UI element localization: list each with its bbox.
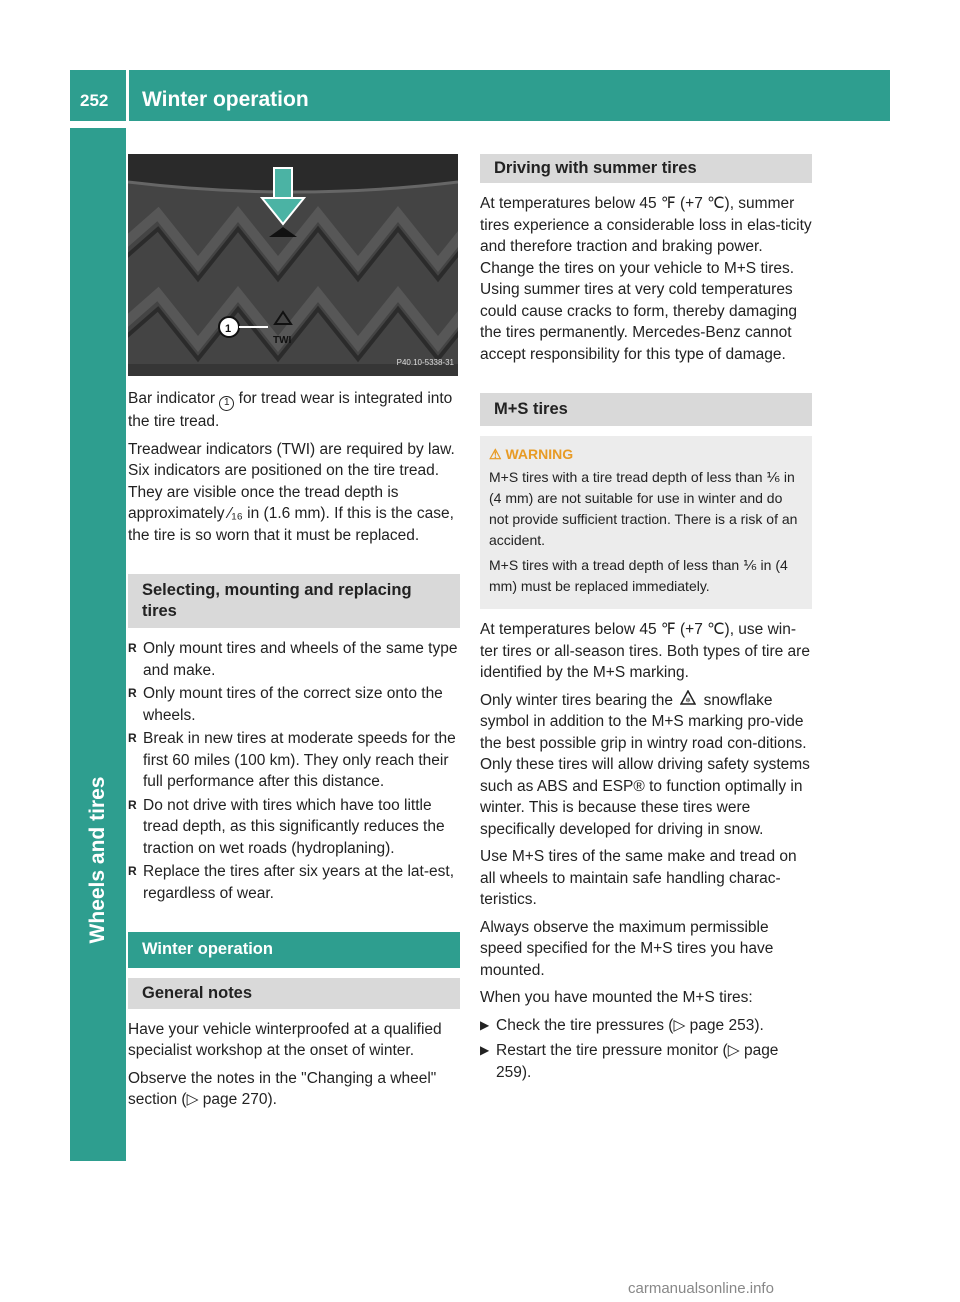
list-item: R Replace the tires after six years at the lat-est, regardless of wear. xyxy=(128,861,460,904)
section-heading-general: General notes xyxy=(128,978,460,1009)
snowflake-mountain-icon xyxy=(677,690,699,712)
changing-wheel-paragraph: Observe the notes in the "Changing a wheel" section (▷ page 270). xyxy=(128,1069,437,1108)
text-fragment: Bar indicator xyxy=(128,390,220,407)
header-divider xyxy=(126,70,129,121)
bar-indicator-paragraph xyxy=(128,388,460,433)
tire-rules-list xyxy=(128,638,460,904)
list-item: R Do not drive with tires which have too little tread depth, as this significantly reduces the traction on wet roads (hydroplaning). xyxy=(128,795,460,860)
step-item: ▶ Restart the tire pressure monitor (▷ page 259). xyxy=(480,1040,812,1083)
side-tab xyxy=(70,128,126,1161)
warning-text-2: M+S tires with a tread depth of less than ⅙ in (4 mm) must be replaced immediately. xyxy=(489,557,788,594)
callout-number: 1 xyxy=(225,323,232,335)
warning-box xyxy=(480,436,812,609)
max-speed-paragraph: Always observe the maximum permissible speed specified for the M+S tires you have mounted. xyxy=(480,918,774,979)
right-column xyxy=(480,154,812,1087)
after-mount-paragraph: When you have mounted the M+S tires: xyxy=(480,989,753,1006)
svg-text:❄: ❄ xyxy=(685,697,692,704)
callout-1-icon: 1 xyxy=(219,396,234,411)
twi-paragraph: Treadwear indicators (TWI) are required by law. Six indicators are positioned on the tire tread. They are visible once the tread depth is approximately ⁄₁₆ in (1.6 mm). If this is the case, the tire is so worn that it must be replaced. xyxy=(128,440,455,544)
section-heading-selecting: Selecting, mounting and replacing tires xyxy=(128,574,460,628)
summer-paragraph: At temperatures below 45 ℉ (+7 ℃), summer tires experience a considerable loss in elas-ticity and therefore traction and braking power. Change the tires on your vehicle to M+S tires. Using summer tires at very cold temperatures could cause cracks to form, thereby damaging the tires permanently. Mercedes-Benz cannot accept responsibility for this type of damage. xyxy=(480,195,812,363)
list-item: R Break in new tires at moderate speeds for the first 60 miles (100 km). They only reach their full performance after this distance. xyxy=(128,728,460,793)
same-make-paragraph: Use M+S tires of the same make and tread on all wheels to maintain safe handling charac-teristics. xyxy=(480,848,797,908)
text-fragment: snowflake symbol in addition to the M+S marking pro-vide the best possible grip in wintry road con-ditions. Only these tires will allow driving safety systems such as ABS and ESP® to function optimally in winter. This is because these tires were specifically developed for driving in snow. xyxy=(480,691,810,838)
watermark: carmanualsonline.info xyxy=(628,1280,774,1297)
warning-title: WARNING xyxy=(505,446,574,462)
tire-tread-figure xyxy=(128,154,458,376)
list-item: R Only mount tires of the correct size onto the wheels. xyxy=(128,683,460,726)
twi-label: TWI xyxy=(273,335,292,346)
page-number: 252 xyxy=(80,91,109,110)
warning-header xyxy=(489,444,803,465)
winterproof-paragraph: Have your vehicle winterproofed at a qualified specialist workshop at the onset of winter. xyxy=(128,1020,442,1059)
ms-temperature-paragraph: At temperatures below 45 ℉ (+7 ℃), use win-ter tires or all-season tires. Both types of tire are identified by the M+S marking. xyxy=(480,621,810,681)
text-fragment: Only winter tires bearing the xyxy=(480,691,678,709)
left-column xyxy=(128,154,460,1117)
chapter-title: Winter operation xyxy=(142,88,309,111)
step-item: ▶ Check the tire pressures (▷ page 253). xyxy=(480,1015,812,1037)
section-heading-ms: M+S tires xyxy=(480,393,812,426)
figure-code: P40.10-5338-31 xyxy=(396,357,454,367)
warning-text-1: M+S tires with a tire tread depth of less than ⅙ in (4 mm) are not suitable for use in winter and do not provide sufficient traction. There is a risk of an accident. xyxy=(489,469,798,548)
text-fragment: for tread wear is integrated into the tire tread. xyxy=(128,390,453,430)
section-heading-winter: Winter operation xyxy=(128,932,460,968)
tire-tread-illustration xyxy=(128,154,458,376)
side-tab-label-box xyxy=(78,750,118,970)
warning-triangle-icon: ⚠ xyxy=(489,446,502,462)
list-item: R Only mount tires and wheels of the same type and make. xyxy=(128,638,460,681)
steps-list xyxy=(480,1015,812,1084)
side-tab-label: Wheels and tires xyxy=(86,776,109,944)
section-heading-summer: Driving with summer tires xyxy=(480,154,812,183)
snowflake-paragraph xyxy=(480,690,812,841)
